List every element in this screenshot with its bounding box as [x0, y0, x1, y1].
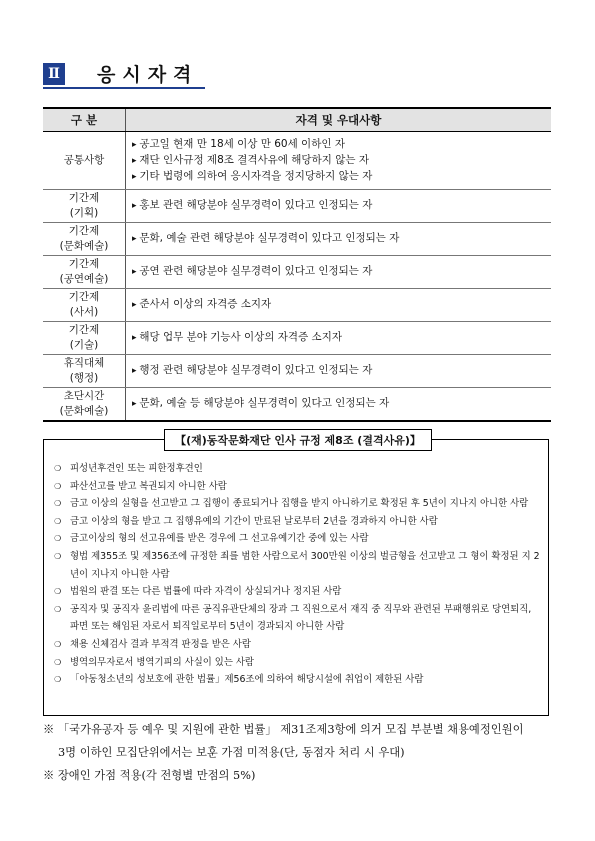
row-category: [43, 256, 126, 289]
table-row: [43, 355, 551, 388]
note-veterans-line1: ※ 「국가유공자 등 예우 및 지원에 관한 법률」 제31조제3항에 의거 모집 부분별 채용예정인원이: [43, 723, 524, 736]
category-line: (기술): [69, 339, 99, 351]
row-category: [43, 388, 126, 422]
row-qualifications: [126, 388, 552, 422]
table-row: [43, 388, 551, 422]
header-category: 구 분: [43, 108, 126, 132]
section-underline: [43, 87, 205, 89]
disqualification-item: ❍ 「아동청소년의 성보호에 관한 법률」제56조에 의하여 해당시설에 취업이 제한된 사람: [54, 671, 540, 689]
category-line: 초단시간: [63, 390, 105, 402]
table-row: [43, 289, 551, 322]
section-number: Ⅱ: [43, 63, 65, 85]
row-category: [43, 132, 126, 190]
disqualification-item: ❍ 금고 이상의 형을 받고 그 집행유예의 기간이 만료된 날로부터 2년을 경과하지 아니한 사람: [54, 513, 540, 531]
category-line: (사서): [69, 306, 99, 318]
disqualification-item: ❍ 병역의무자로서 병역기피의 사실이 있는 사람: [54, 654, 540, 672]
table-row: [43, 223, 551, 256]
row-category: [43, 190, 126, 223]
qualification-item: ▸ 문화, 예술 관련 해당분야 실무경력이 있다고 인정되는 자: [132, 231, 550, 247]
table-row: [43, 190, 551, 223]
table-row: [43, 132, 551, 190]
category-line: (문화예술): [59, 240, 109, 252]
section-title: 응시자격: [97, 64, 199, 86]
row-category: [43, 322, 126, 355]
disqualification-item: ❍ 형법 제355조 및 제356조에 규정한 죄를 범한 사람으로서 300만원 이상의 벌금형을 선고받고 그 형이 확정된 지 2년이 지나지 아니한 사람: [54, 548, 540, 583]
qualification-item: ▸ 행정 관련 해당분야 실무경력이 있다고 인정되는 자: [132, 363, 550, 379]
note-disabled: ※ 장애인 가점 적용(각 전형별 만점의 5%): [43, 769, 256, 782]
disqualification-item: ❍ 금고 이상의 실형을 선고받고 그 집행이 종료되거나 집행을 받지 아니하기로 확정된 후 5년이 지나지 아니한 사람: [54, 495, 540, 513]
note-veterans-line2: 3명 이하인 모집단위에서는 보훈 가점 미적용(단, 동점자 처리 시 우대): [58, 746, 405, 759]
category-line: (공연예술): [59, 273, 109, 285]
row-category: [43, 289, 126, 322]
qualification-item: ▸ 홍보 관련 해당분야 실무경력이 있다고 인정되는 자: [132, 198, 550, 214]
notes: [43, 718, 563, 787]
category-line: 휴직대체: [63, 357, 105, 369]
row-qualifications: [126, 190, 552, 223]
section-header: [43, 60, 198, 87]
category-line: (문화예술): [59, 405, 109, 417]
qualification-item: ▸ 문화, 예술 등 해당분야 실무경력이 있다고 인정되는 자: [132, 396, 550, 412]
row-qualifications: [126, 132, 552, 190]
row-qualifications: [126, 322, 552, 355]
disqualification-item: ❍ 파산선고를 받고 복권되지 아니한 사람: [54, 478, 540, 496]
qualification-item: ▸ 재단 인사규정 제8조 결격사유에 해당하지 않는 자: [132, 153, 550, 169]
disqualification-box: [43, 434, 549, 716]
row-category: [43, 223, 126, 256]
qualifications-table: [43, 107, 551, 422]
qualification-item: ▸ 기타 법령에 의하여 응시자격을 정지당하지 않는 자: [132, 169, 550, 185]
row-qualifications: [126, 355, 552, 388]
row-qualifications: [126, 289, 552, 322]
header-qualifications: 자격 및 우대사항: [126, 108, 552, 132]
disqualification-item: ❍ 금고이상의 형의 선고유예를 받은 경우에 그 선고유예기간 중에 있는 사람: [54, 530, 540, 548]
disqualification-item: ❍ 공직자 및 공직자 윤리법에 따른 공직유관단체의 장과 그 직원으로서 재직 중 직무와 관련된 부패행위로 당연퇴직, 파면 또는 해임된 자로서 퇴직일로부터 5년이 경과되지 아니한 사람: [54, 601, 540, 636]
row-category: [43, 355, 126, 388]
qualification-item: ▸ 해당 업무 분야 기능사 이상의 자격증 소지자: [132, 330, 550, 346]
category-line: 기간제: [68, 291, 100, 303]
qualification-item: ▸ 공연 관련 해당분야 실무경력이 있다고 인정되는 자: [132, 264, 550, 280]
qualification-item: ▸ 준사서 이상의 자격증 소지자: [132, 297, 550, 313]
table-row: [43, 256, 551, 289]
disqualification-list: [54, 460, 540, 689]
category-line: 기간제: [68, 258, 100, 270]
row-qualifications: [126, 256, 552, 289]
row-qualifications: [126, 223, 552, 256]
category-line: 공통사항: [63, 154, 105, 166]
category-line: 기간제: [68, 324, 100, 336]
disqualification-item: ❍ 채용 신체검사 결과 부적격 판정을 받은 사람: [54, 636, 540, 654]
disqualification-item: ❍ 법원의 판결 또는 다른 법률에 따라 자격이 상실되거나 정지된 사람: [54, 583, 540, 601]
qualification-item: ▸ 공고일 현재 만 18세 이상 만 60세 이하인 자: [132, 137, 550, 153]
disqualification-title: 【(재)동작문화재단 인사 규정 제8조 (결격사유)】: [164, 429, 432, 451]
disqualification-item: ❍ 피성년후견인 또는 피한정후견인: [54, 460, 540, 478]
category-line: (기획): [69, 207, 99, 219]
category-line: (행정): [69, 372, 99, 384]
category-line: 기간제: [68, 225, 100, 237]
table-row: [43, 322, 551, 355]
category-line: 기간제: [68, 192, 100, 204]
